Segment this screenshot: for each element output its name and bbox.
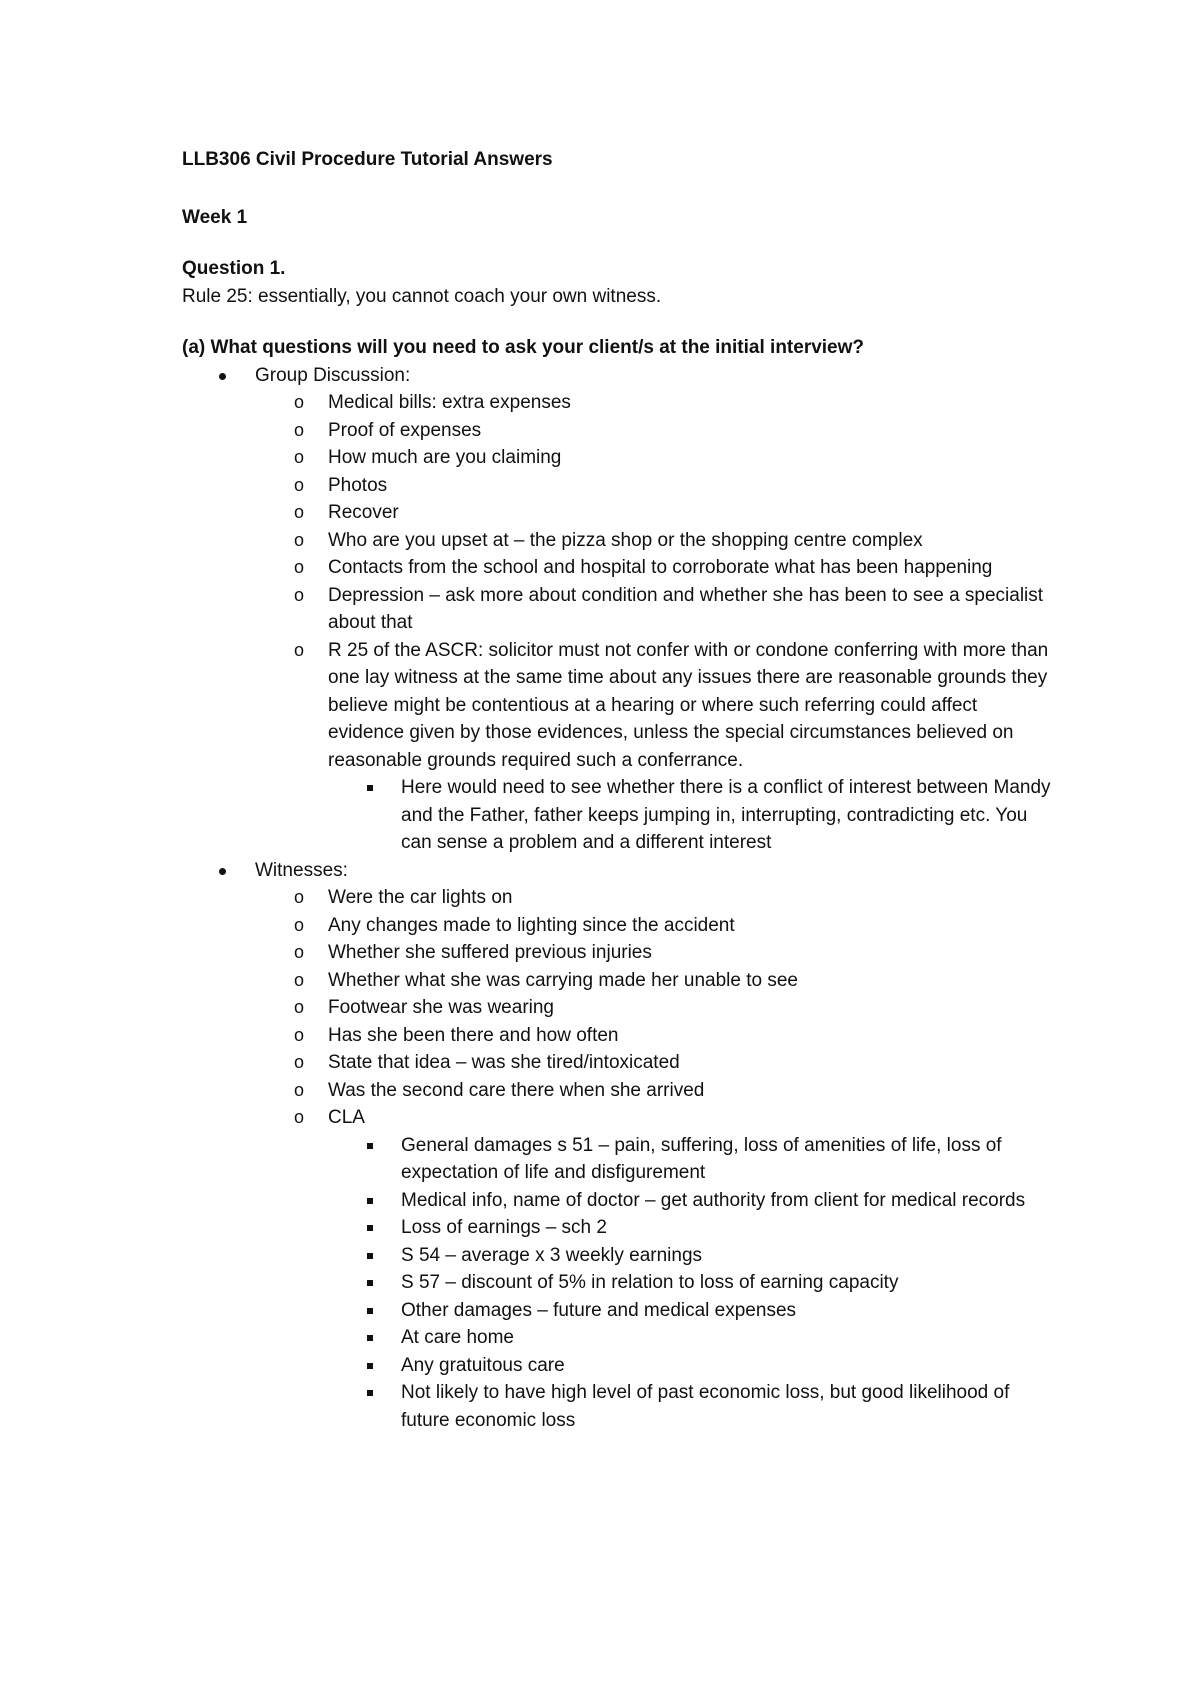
circle-bullet-icon: o <box>294 1052 305 1072</box>
list-subitem: Any gratuitous care <box>182 1352 1052 1380</box>
circle-bullet-icon: o <box>294 447 305 467</box>
list-item: o Contacts from the school and hospital to corroborate what has been happening <box>182 554 1052 582</box>
list-item: o CLA <box>182 1104 1052 1132</box>
list-subitem: S 54 – average x 3 weekly earnings <box>182 1242 1052 1270</box>
list-item: o Whether what she was carrying made her unable to see <box>182 967 1052 995</box>
circle-bullet-icon: o <box>294 969 305 990</box>
outline-list <box>182 362 1052 1435</box>
list-subitem: Other damages – future and medical expenses <box>182 1297 1052 1325</box>
circle-bullet-icon: o <box>294 529 305 550</box>
list-item: o Footwear she was wearing <box>182 994 1052 1022</box>
list-item: o Depression – ask more about condition and whether she has been to see a specialist about that <box>182 582 1052 637</box>
list-subitem: Medical info, name of doctor – get authority from client for medical records <box>182 1187 1052 1215</box>
list-item: o Proof of expenses <box>182 417 1052 445</box>
circle-bullet-icon: o <box>294 392 305 412</box>
square-bullet-icon <box>367 1363 373 1369</box>
square-bullet-icon <box>367 1143 373 1149</box>
circle-bullet-icon: o <box>294 502 305 522</box>
bullet-icon <box>219 373 226 380</box>
square-bullet-icon <box>367 1308 373 1314</box>
list-item: o Has she been there and how often <box>182 1022 1052 1050</box>
subquestion-heading: (a) What questions will you need to ask your client/s at the initial interview? <box>182 337 865 358</box>
circle-bullet-icon: o <box>294 997 305 1017</box>
circle-bullet-icon: o <box>294 914 305 935</box>
circle-bullet-icon: o <box>294 1107 305 1127</box>
circle-bullet-icon: o <box>294 584 305 605</box>
list-item: o R 25 of the ASCR: solicitor must not confer with or condone conferring with more than one lay witness at the same time about any issues there are reasonable grounds they believe might be contentious at a hearing or where such referring could affect evidence given by those evidences, unless the special circumstances believed on reasonable grounds required such a conferrance. <box>182 637 1052 775</box>
question-heading: Question 1. <box>182 258 286 279</box>
list-subitem: Not likely to have high level of past economic loss, but good likelihood of future economic loss <box>182 1379 1052 1434</box>
list-subitem: General damages s 51 – pain, suffering, loss of amenities of life, loss of expectation of life and disfigurement <box>182 1132 1052 1187</box>
bullet-icon <box>219 868 226 875</box>
list-item: o Were the car lights on <box>182 884 1052 912</box>
list-item: o Medical bills: extra expenses <box>182 389 1052 417</box>
circle-bullet-icon: o <box>294 887 305 907</box>
week-heading: Week 1 <box>182 206 248 228</box>
circle-bullet-icon: o <box>294 419 305 440</box>
circle-bullet-icon: o <box>294 1079 305 1100</box>
list-subitem: Loss of earnings – sch 2 <box>182 1214 1052 1242</box>
list-item: o Any changes made to lighting since the accident <box>182 912 1052 940</box>
circle-bullet-icon: o <box>294 639 305 660</box>
circle-bullet-icon: o <box>294 474 305 495</box>
square-bullet-icon <box>367 1335 373 1341</box>
square-bullet-icon <box>367 785 373 791</box>
list-subitem: At care home <box>182 1324 1052 1352</box>
list-item: o How much are you claiming <box>182 444 1052 472</box>
document-title: LLB306 Civil Procedure Tutorial Answers <box>182 149 553 170</box>
list-subitem: Here would need to see whether there is a conflict of interest between Mandy and the Father, father keeps jumping in, interrupting, contradicting etc. You can sense a problem and a different interest <box>182 774 1052 857</box>
square-bullet-icon <box>367 1253 373 1259</box>
list-item-witnesses: Witnesses: <box>182 857 1052 885</box>
list-item: o Recover <box>182 499 1052 527</box>
square-bullet-icon <box>367 1390 373 1396</box>
circle-bullet-icon: o <box>294 1024 305 1045</box>
circle-bullet-icon: o <box>294 942 305 962</box>
list-item: o Whether she suffered previous injuries <box>182 939 1052 967</box>
circle-bullet-icon: o <box>294 557 305 577</box>
square-bullet-icon <box>367 1225 373 1231</box>
list-item: o State that idea – was she tired/intoxicated <box>182 1049 1052 1077</box>
square-bullet-icon <box>367 1280 373 1286</box>
list-item: o Photos <box>182 472 1052 500</box>
document-body <box>182 146 1052 1434</box>
square-bullet-icon <box>367 1198 373 1204</box>
list-item-group-discussion: Group Discussion: <box>182 362 1052 390</box>
list-item: o Was the second care there when she arrived <box>182 1077 1052 1105</box>
list-item: o Who are you upset at – the pizza shop or the shopping centre complex <box>182 527 1052 555</box>
rule-note: Rule 25: essentially, you cannot coach your own witness. <box>182 285 662 307</box>
list-subitem: S 57 – discount of 5% in relation to loss of earning capacity <box>182 1269 1052 1297</box>
